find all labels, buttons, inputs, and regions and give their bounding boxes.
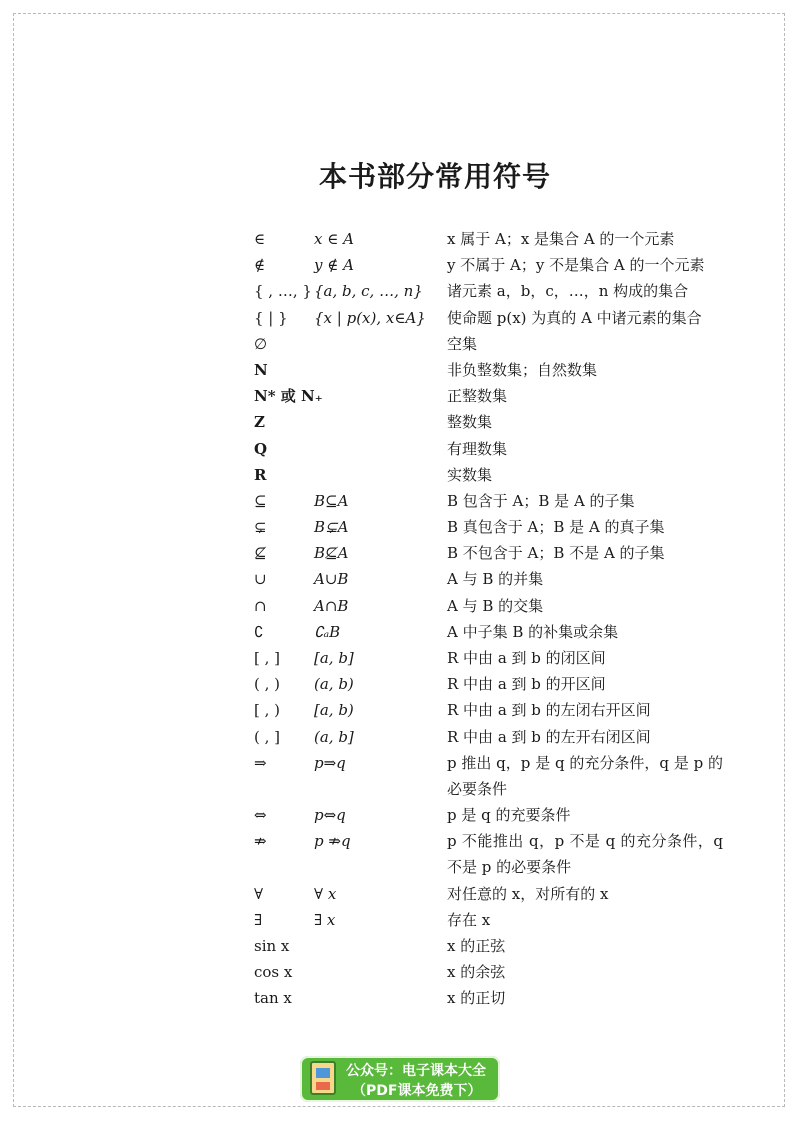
symbol-cell: Z xyxy=(254,413,265,432)
example-cell: {a, b, c, …, n} xyxy=(314,282,423,301)
meaning-cell: x 的余弦 xyxy=(447,963,506,982)
meaning-cell: x 的正弦 xyxy=(447,937,506,956)
meaning-cell: R 中由 a 到 b 的闭区间 xyxy=(447,649,606,667)
meaning-cell: p 是 q 的充要条件 xyxy=(447,806,571,825)
table-row xyxy=(0,409,800,435)
table-row xyxy=(0,828,800,880)
table-row xyxy=(0,488,800,514)
meaning-cell: x 属于 A；x 是集合 A 的一个元素 xyxy=(447,230,675,248)
meaning-cell: 对任意的 x，对所有的 x xyxy=(447,884,609,903)
symbol-cell: ⊈ xyxy=(254,544,267,563)
meaning-cell: x 的正切 xyxy=(447,989,506,1008)
symbol-cell: ⇏ xyxy=(254,832,267,851)
symbol-cell: cos x xyxy=(254,963,293,982)
symbol-cell: ∅ xyxy=(254,334,268,353)
symbol-cell: [ , ] xyxy=(254,649,281,667)
symbol-cell: ⇒ xyxy=(254,753,267,772)
table-row xyxy=(0,383,800,409)
table-row xyxy=(0,226,800,252)
symbol-table xyxy=(0,226,800,1012)
meaning-cell: 整数集 xyxy=(447,413,493,432)
table-row xyxy=(0,566,800,592)
table-row xyxy=(0,802,800,828)
symbol-cell: N xyxy=(254,360,268,379)
table-row xyxy=(0,985,800,1011)
badge-line-1: 公众号：电子课本大全 xyxy=(346,1063,486,1079)
example-cell: (a, b] xyxy=(314,727,354,746)
symbol-cell: ∈ xyxy=(254,230,266,248)
example-cell: B⊊A xyxy=(314,518,349,537)
table-row xyxy=(0,750,800,802)
meaning-cell: B 不包含于 A；B 不是 A 的子集 xyxy=(447,544,665,563)
page-title: 本书部分常用符号 xyxy=(318,160,551,193)
table-row xyxy=(0,540,800,566)
symbol-cell: R xyxy=(254,465,267,484)
example-cell: y ∉ A xyxy=(314,256,354,275)
symbol-cell: ⊆ xyxy=(254,491,267,510)
meaning-cell: R 中由 a 到 b 的左闭右开区间 xyxy=(447,701,651,720)
table-row xyxy=(0,514,800,540)
meaning-cell: B 真包含于 A；B 是 A 的真子集 xyxy=(447,518,665,537)
meaning-cell: p 推出 q，p 是 q 的充分条件，q 是 p 的必要条件 xyxy=(447,753,723,798)
meaning-cell: y 不属于 A；y 不是集合 A 的一个元素 xyxy=(447,256,705,275)
symbol-cell: { , …, } xyxy=(254,282,312,301)
symbol-cell: { | } xyxy=(254,308,288,327)
example-cell: (a, b) xyxy=(314,675,354,694)
symbol-cell: [ , ) xyxy=(254,701,281,720)
table-row xyxy=(0,357,800,383)
table-row xyxy=(0,645,800,671)
table-row xyxy=(0,697,800,723)
meaning-cell: 非负整数集；自然数集 xyxy=(447,360,598,379)
table-row xyxy=(0,959,800,985)
symbol-cell: ∁ xyxy=(254,622,264,641)
symbol-cell: ⇔ xyxy=(254,806,267,825)
meaning-cell: 正整数集 xyxy=(447,387,508,406)
example-cell: x ∈ A xyxy=(314,230,354,248)
badge-line-2: （PDF课本免费下） xyxy=(352,1083,482,1099)
example-cell: A∪B xyxy=(314,570,349,589)
watermark-badge xyxy=(300,1056,500,1102)
table-row xyxy=(0,305,800,331)
example-cell: [a, b] xyxy=(314,649,354,667)
meaning-cell: 使命题 p(x) 为真的 A 中诸元素的集合 xyxy=(447,308,702,327)
table-row xyxy=(0,462,800,488)
example-cell: ∀ x xyxy=(314,884,337,903)
example-cell: [a, b) xyxy=(314,701,354,720)
book-icon xyxy=(310,1061,336,1095)
meaning-cell: R 中由 a 到 b 的开区间 xyxy=(447,675,606,694)
example-cell: p ⇏q xyxy=(314,832,351,851)
symbol-cell: Q xyxy=(254,439,268,458)
table-row xyxy=(0,619,800,645)
symbol-cell: ∩ xyxy=(254,596,267,615)
symbol-cell: ∪ xyxy=(254,570,267,589)
example-cell: {x | p(x), x∈A} xyxy=(314,308,426,327)
meaning-cell: 诸元素 a，b，c，…，n 构成的集合 xyxy=(447,282,689,301)
meaning-cell: 有理数集 xyxy=(447,439,508,458)
table-row xyxy=(0,907,800,933)
meaning-cell: R 中由 a 到 b 的左开右闭区间 xyxy=(447,727,651,746)
table-row xyxy=(0,671,800,697)
example-cell: ∃ x xyxy=(314,910,336,929)
symbol-cell: sin x xyxy=(254,937,290,956)
table-row xyxy=(0,252,800,278)
symbol-cell: ∉ xyxy=(254,256,266,275)
symbol-cell: N* 或 N₊ xyxy=(254,387,323,406)
meaning-cell: A 与 B 的并集 xyxy=(447,570,544,589)
example-cell: B⊆A xyxy=(314,491,349,510)
example-cell: A∩B xyxy=(314,596,349,615)
symbol-cell: ( , ) xyxy=(254,675,281,694)
example-cell: p⇒q xyxy=(314,753,346,772)
table-row xyxy=(0,278,800,304)
meaning-cell: 实数集 xyxy=(447,465,493,484)
example-cell: B⊈A xyxy=(314,544,349,563)
symbol-cell: ( , ] xyxy=(254,727,281,746)
meaning-cell: 存在 x xyxy=(447,910,491,929)
meaning-cell: p 不能推出 q，p 不是 q 的充分条件，q 不是 p 的必要条件 xyxy=(447,832,723,877)
example-cell: ∁ₐB xyxy=(314,622,341,641)
table-row xyxy=(0,593,800,619)
table-row xyxy=(0,881,800,907)
table-row xyxy=(0,331,800,357)
meaning-cell: 空集 xyxy=(447,334,478,353)
table-row xyxy=(0,724,800,750)
example-cell: p⇔q xyxy=(314,806,346,825)
table-row xyxy=(0,436,800,462)
symbol-cell: ⊊ xyxy=(254,518,267,537)
table-row xyxy=(0,933,800,959)
meaning-cell: A 与 B 的交集 xyxy=(447,596,544,615)
symbol-cell: ∀ xyxy=(254,884,264,903)
symbol-cell: tan x xyxy=(254,989,292,1008)
meaning-cell: A 中子集 B 的补集或余集 xyxy=(447,622,619,641)
meaning-cell: B 包含于 A；B 是 A 的子集 xyxy=(447,491,635,510)
symbol-cell: ∃ xyxy=(254,910,263,929)
